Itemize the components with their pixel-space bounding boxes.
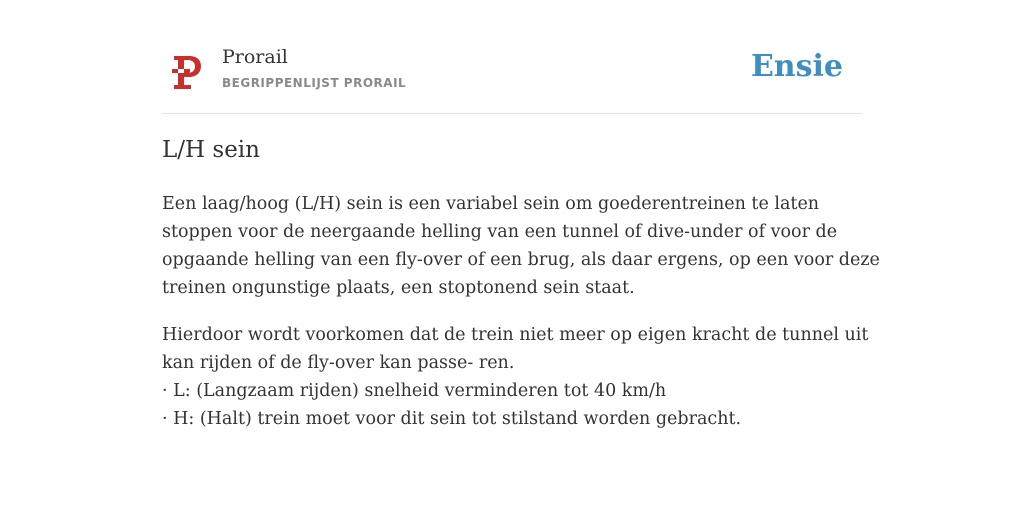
definition-line: stoppen voor de neergaande helling van een tunnel of dive-under of voor de xyxy=(162,222,838,242)
logo-glyph xyxy=(172,56,201,89)
definition-line: Een laag/hoog (L/H) sein is een variabel sein om goederentreinen te laten xyxy=(162,194,820,214)
definition-paragraph-2 xyxy=(162,321,869,433)
definition-line: opgaande helling van een fly-over of een brug, als daar ergens, op een voor deze xyxy=(162,250,880,270)
definition-line: kan rijden of de fly-over kan passe- ren. xyxy=(162,353,515,373)
definition-bullet-l: · L: (Langzaam rijden) snelheid verminderen tot 40 km/h xyxy=(162,381,667,401)
source-name[interactable]: Prorail xyxy=(222,46,288,68)
definition-bullet-h: · H: (Halt) trein moet voor dit sein tot stilstand worden gebracht. xyxy=(162,409,742,429)
header xyxy=(162,40,862,114)
prorail-p-logo-icon[interactable] xyxy=(170,52,204,92)
definition-paragraph-1 xyxy=(162,190,880,302)
ensie-brand-logo[interactable]: Ensie xyxy=(750,49,843,84)
definition-body xyxy=(162,190,880,452)
source-subtitle[interactable]: BEGRIPPENLIJST PRORAIL xyxy=(222,76,407,90)
definition-line: Hierdoor wordt voorkomen dat de trein niet meer op eigen kracht de tunnel uit xyxy=(162,325,869,345)
term-title: L/H sein xyxy=(162,137,260,163)
definition-line: treinen ongunstige plaats, een stoptonend sein staat. xyxy=(162,278,635,298)
